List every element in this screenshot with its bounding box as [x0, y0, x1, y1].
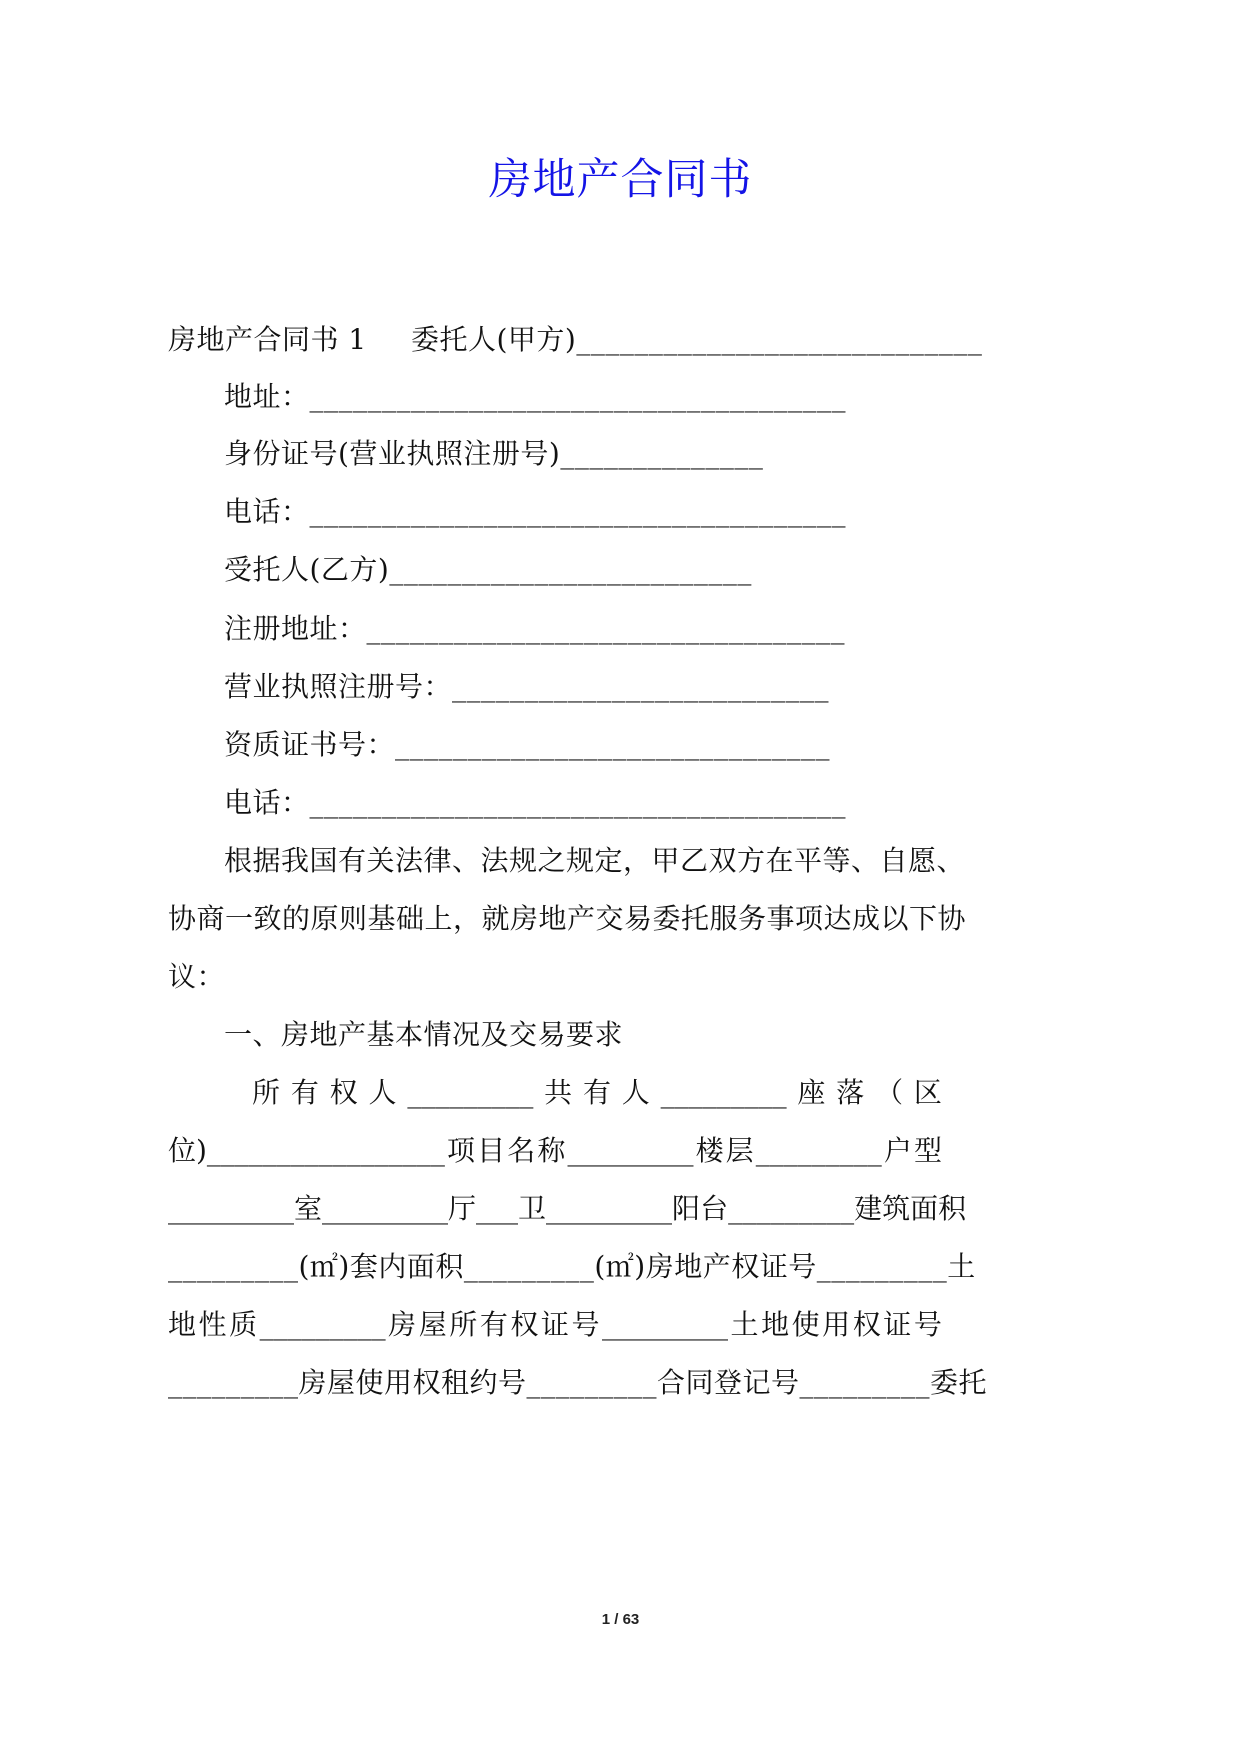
- page-number: 1 / 63: [601, 1611, 640, 1628]
- section-1-heading: 一、房地产基本情况及交易要求: [224, 1018, 624, 1051]
- property-info-line-4: _________(㎡)套内面积_________(㎡)房地产权证号_________土: [168, 1250, 976, 1283]
- preamble-line-2: 协商一致的原则基础上，就房地产交易委托服务事项达成以下协: [168, 902, 967, 935]
- preamble-line-3: 议：: [168, 960, 226, 993]
- document-title: 房地产合同书: [488, 155, 753, 205]
- party-b-phone-field: 电话：_____________________________________: [224, 786, 847, 819]
- party-b-qualification-cert-field: 资质证书号：______________________________: [224, 728, 831, 761]
- property-info-line-6: _________房屋使用权租约号_________合同登记号_________委托: [168, 1366, 988, 1399]
- preamble-line-1: 根据我国有关法律、法规之规定，甲乙双方在平等、自愿、: [224, 844, 966, 877]
- party-a-id-number-field: 身份证号(营业执照注册号)______________: [224, 437, 764, 470]
- contract-number: 房地产合同书 1: [168, 323, 367, 356]
- party-a-address-field: 地址：_____________________________________: [224, 380, 847, 413]
- agent-party-b-field: 受托人(乙方)_________________________: [224, 553, 752, 586]
- property-info-line-1: 所 有 权 人 _________ 共 有 人 _________ 座 落 （ 区: [252, 1076, 942, 1109]
- property-info-line-2: 位)_________________ 项 目 名 称 _________ 楼 层 _________ 户 型: [168, 1134, 942, 1167]
- property-info-line-5: 地 性 质 _________ 房 屋 所 有 权 证 号 _________ 土 地 使 用 权 证 号: [168, 1308, 942, 1341]
- party-b-registered-address-field: 注册地址：_________________________________: [224, 612, 846, 645]
- principal-party-a-field: 委托人(甲方)____________________________: [411, 323, 983, 356]
- party-b-license-number-field: 营业执照注册号：__________________________: [224, 670, 830, 703]
- party-a-phone-field: 电话：_____________________________________: [224, 495, 847, 528]
- property-info-line-3: _________ 室 _________ 厅 ___ 卫 _________ 阳 台 _________ 建 筑 面 积: [168, 1192, 967, 1225]
